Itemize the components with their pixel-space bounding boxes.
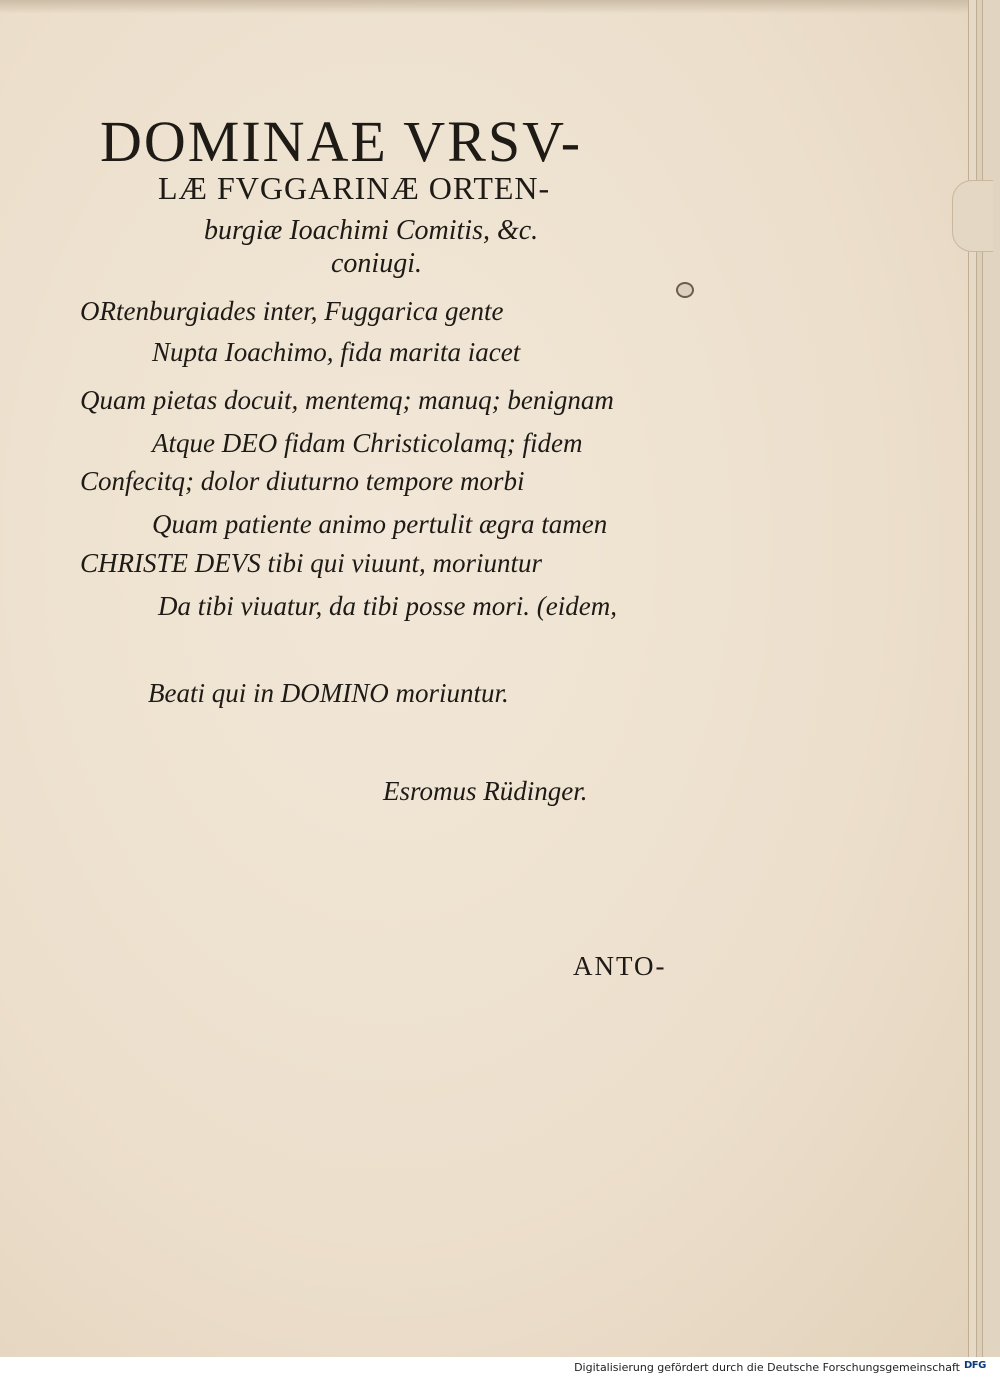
title-line-3: burgiæ Ioachimi Comitis, &c.	[204, 215, 539, 246]
verse-line: CHRISTE DEVS tibi qui viuunt, moriuntur	[80, 548, 542, 578]
paper-hole	[676, 282, 694, 298]
footer-bar	[0, 1357, 1000, 1379]
title-line-4: coniugi.	[331, 248, 422, 279]
verse-line: Quam pietas docuit, mentemq; manuq; benignam	[80, 385, 614, 415]
verse-line: ORtenburgiades inter, Fuggarica gente	[80, 296, 504, 326]
verse-line: Quam patiente animo pertulit ægra tamen	[152, 509, 608, 539]
footer-credit: Digitalisierung gefördert durch die Deutsche Forschungsgemeinschaft	[574, 1361, 960, 1374]
verse-line: Atque DEO fidam Christicolamq; fidem	[152, 428, 583, 458]
title-line-1: DOMINAE VRSV-	[100, 109, 583, 174]
verse-line: Nupta Ioachimo, fida marita iacet	[152, 337, 521, 367]
page-shadow	[0, 0, 968, 14]
catchword: ANTO-	[573, 951, 667, 981]
blessed-line: Beati qui in DOMINO moriuntur.	[148, 678, 509, 708]
author-signature: Esromus Rüdinger.	[383, 776, 588, 806]
verse-line: Confecitq; dolor diuturno tempore morbi	[80, 466, 525, 496]
verse-line: Da tibi viuatur, da tibi posse mori. (eidem,	[158, 591, 617, 621]
title-line-2: LÆ FVGGARINÆ ORTEN-	[158, 170, 551, 206]
page-tab	[952, 180, 993, 252]
dfg-logo-icon: DFG	[964, 1360, 986, 1371]
